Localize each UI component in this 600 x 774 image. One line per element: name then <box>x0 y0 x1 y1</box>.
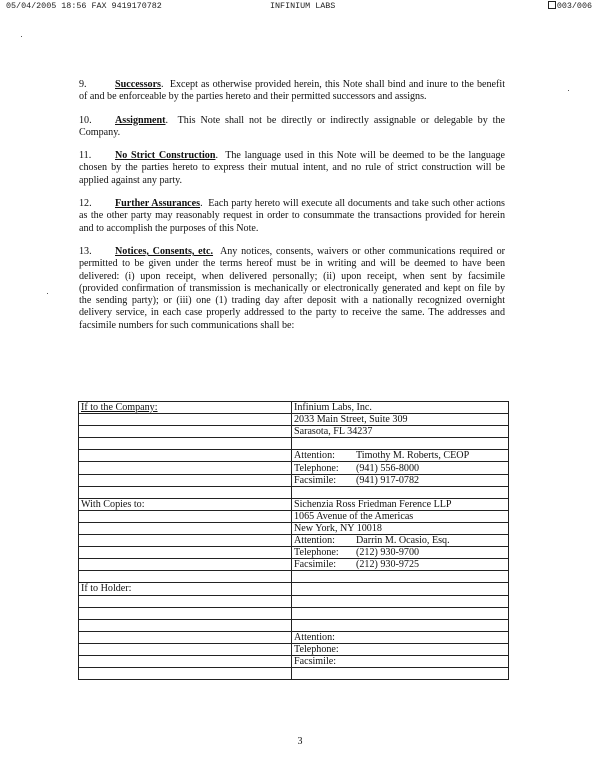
company-label: If to the Company: <box>81 402 158 414</box>
table-row <box>79 462 509 474</box>
table-row <box>79 522 509 534</box>
company-address-line1: 2033 Main Street, Suite 309 <box>292 414 509 426</box>
company-attention: Attention: Timothy M. Roberts, CEOP <box>292 450 509 462</box>
company-telephone: Telephone: (941) 556-8000 <box>292 462 509 474</box>
table-row <box>79 498 509 510</box>
table-row <box>79 535 509 547</box>
document-body <box>79 79 505 343</box>
holder-label: If to Holder: <box>79 583 292 595</box>
table-row <box>79 655 509 667</box>
section-11: 11. No Strict Construction. The language used in this Note will be deemed to be the language chosen by the parties hereto to express their mutual intent, and no rule of strict construction will be applied against any party. <box>79 150 505 186</box>
notice-address-table <box>78 401 509 680</box>
table-row <box>79 402 509 414</box>
table-row <box>79 414 509 426</box>
table-row <box>79 547 509 559</box>
section-heading: Notices, Consents, etc. <box>115 245 214 257</box>
table-row <box>79 426 509 438</box>
table-row <box>79 559 509 571</box>
table-row <box>79 474 509 486</box>
section-heading: Successors <box>115 79 161 90</box>
copies-address-line1: 1065 Avenue of the Americas <box>292 510 509 522</box>
fax-company: INFINIUM LABS <box>270 1 336 11</box>
section-heading: Further Assurances <box>115 198 201 210</box>
company-name: Infinium Labs, Inc. <box>292 402 509 414</box>
copies-address-line2: New York, NY 10018 <box>292 522 509 534</box>
company-facsimile: Facsimile: (941) 917-0782 <box>292 474 509 486</box>
copies-label: With Copies to: <box>79 498 292 510</box>
section-heading: Assignment <box>115 114 166 126</box>
section-text: Except as otherwise provided herein, this Note shall bind and inure to the benefit of and be enforceable by the parties hereto and their permitted successors and assigns. <box>79 79 505 103</box>
section-number: 13. <box>79 245 92 257</box>
table-row <box>79 643 509 655</box>
copies-name: Sichenzia Ross Friedman Ference LLP <box>292 498 509 510</box>
page-number: 3 <box>297 736 303 747</box>
company-address-line2: Sarasota, FL 34237 <box>292 426 509 438</box>
copies-telephone: Telephone: (212) 930-9700 <box>292 547 509 559</box>
table-row <box>79 583 509 595</box>
holder-facsimile: Facsimile: <box>292 655 509 667</box>
section-number: 11. <box>79 150 92 162</box>
table-row <box>79 438 509 450</box>
fax-header <box>6 1 592 11</box>
section-10: 10. Assignment. This Note shall not be directly or indirectly assignable or delegable by the Company. <box>79 114 505 138</box>
section-heading: No Strict Construction <box>115 150 216 162</box>
table-row <box>79 450 509 462</box>
section-9: 9. Successors. Except as otherwise provided herein, this Note shall bind and inure to the benefit of and be enforceable by the parties hereto and their permitted successors and assigns. <box>79 79 505 103</box>
table-row <box>79 631 509 643</box>
table-row <box>79 619 509 631</box>
table-row <box>79 510 509 522</box>
fax-page-number: 003/006 <box>556 1 592 11</box>
section-number: 10. <box>79 114 92 126</box>
holder-telephone: Telephone: <box>292 643 509 655</box>
section-number: 9. <box>79 79 87 90</box>
table-row <box>79 595 509 607</box>
fax-page-indicator <box>548 1 592 11</box>
copies-facsimile: Facsimile: (212) 930-9725 <box>292 559 509 571</box>
table-row <box>79 668 509 680</box>
section-text: The language used in this Note will be deemed to be the language chosen by the parties hereto to express their mutual intent, and no rule of strict construction will be applied against any party. <box>79 150 505 186</box>
holder-attention: Attention: <box>292 631 509 643</box>
section-text: Each party hereto will execute all documents and take such other actions as the other party may reasonably request in order to consummate the transactions provided for herein and to accomplish the purposes of this Note. <box>79 198 505 234</box>
section-12: 12. Further Assurances. Each party hereto will execute all documents and take such other actions as the other party may reasonably request in order to consummate the transactions provided for herein and to accomplish the purposes of this Note. <box>79 198 505 234</box>
table-row <box>79 607 509 619</box>
table-row <box>79 486 509 498</box>
table-row <box>79 571 509 583</box>
fax-datetime: 05/04/2005 18:56 FAX 9419170782 <box>6 1 162 11</box>
section-13 <box>79 246 505 332</box>
copies-attention: Attention: Darrin M. Ocasio, Esq. <box>292 535 509 547</box>
fax-page-icon <box>548 1 556 9</box>
section-text: This Note shall not be directly or indirectly assignable or delegable by the Company. <box>79 114 505 138</box>
section-text: Any notices, consents, waivers or other communications required or permitted to be given under the terms hereof must be in writing and will be deemed to have been delivered: (i) upon receipt, when delivered personally; (ii) upon receipt, when sent by facsimile (provided confirmation of transmission is mechanically or electronically generated and kept on file by the sending party); or (iii) one (1) trading day after deposit with a nationally recognized overnight delivery service, in each case properly addressed to the party to receive the same. The addresses and facsimile numbers for such communications shall be: <box>79 245 505 331</box>
company-label-cell <box>79 402 292 414</box>
section-number: 12. <box>79 198 92 210</box>
